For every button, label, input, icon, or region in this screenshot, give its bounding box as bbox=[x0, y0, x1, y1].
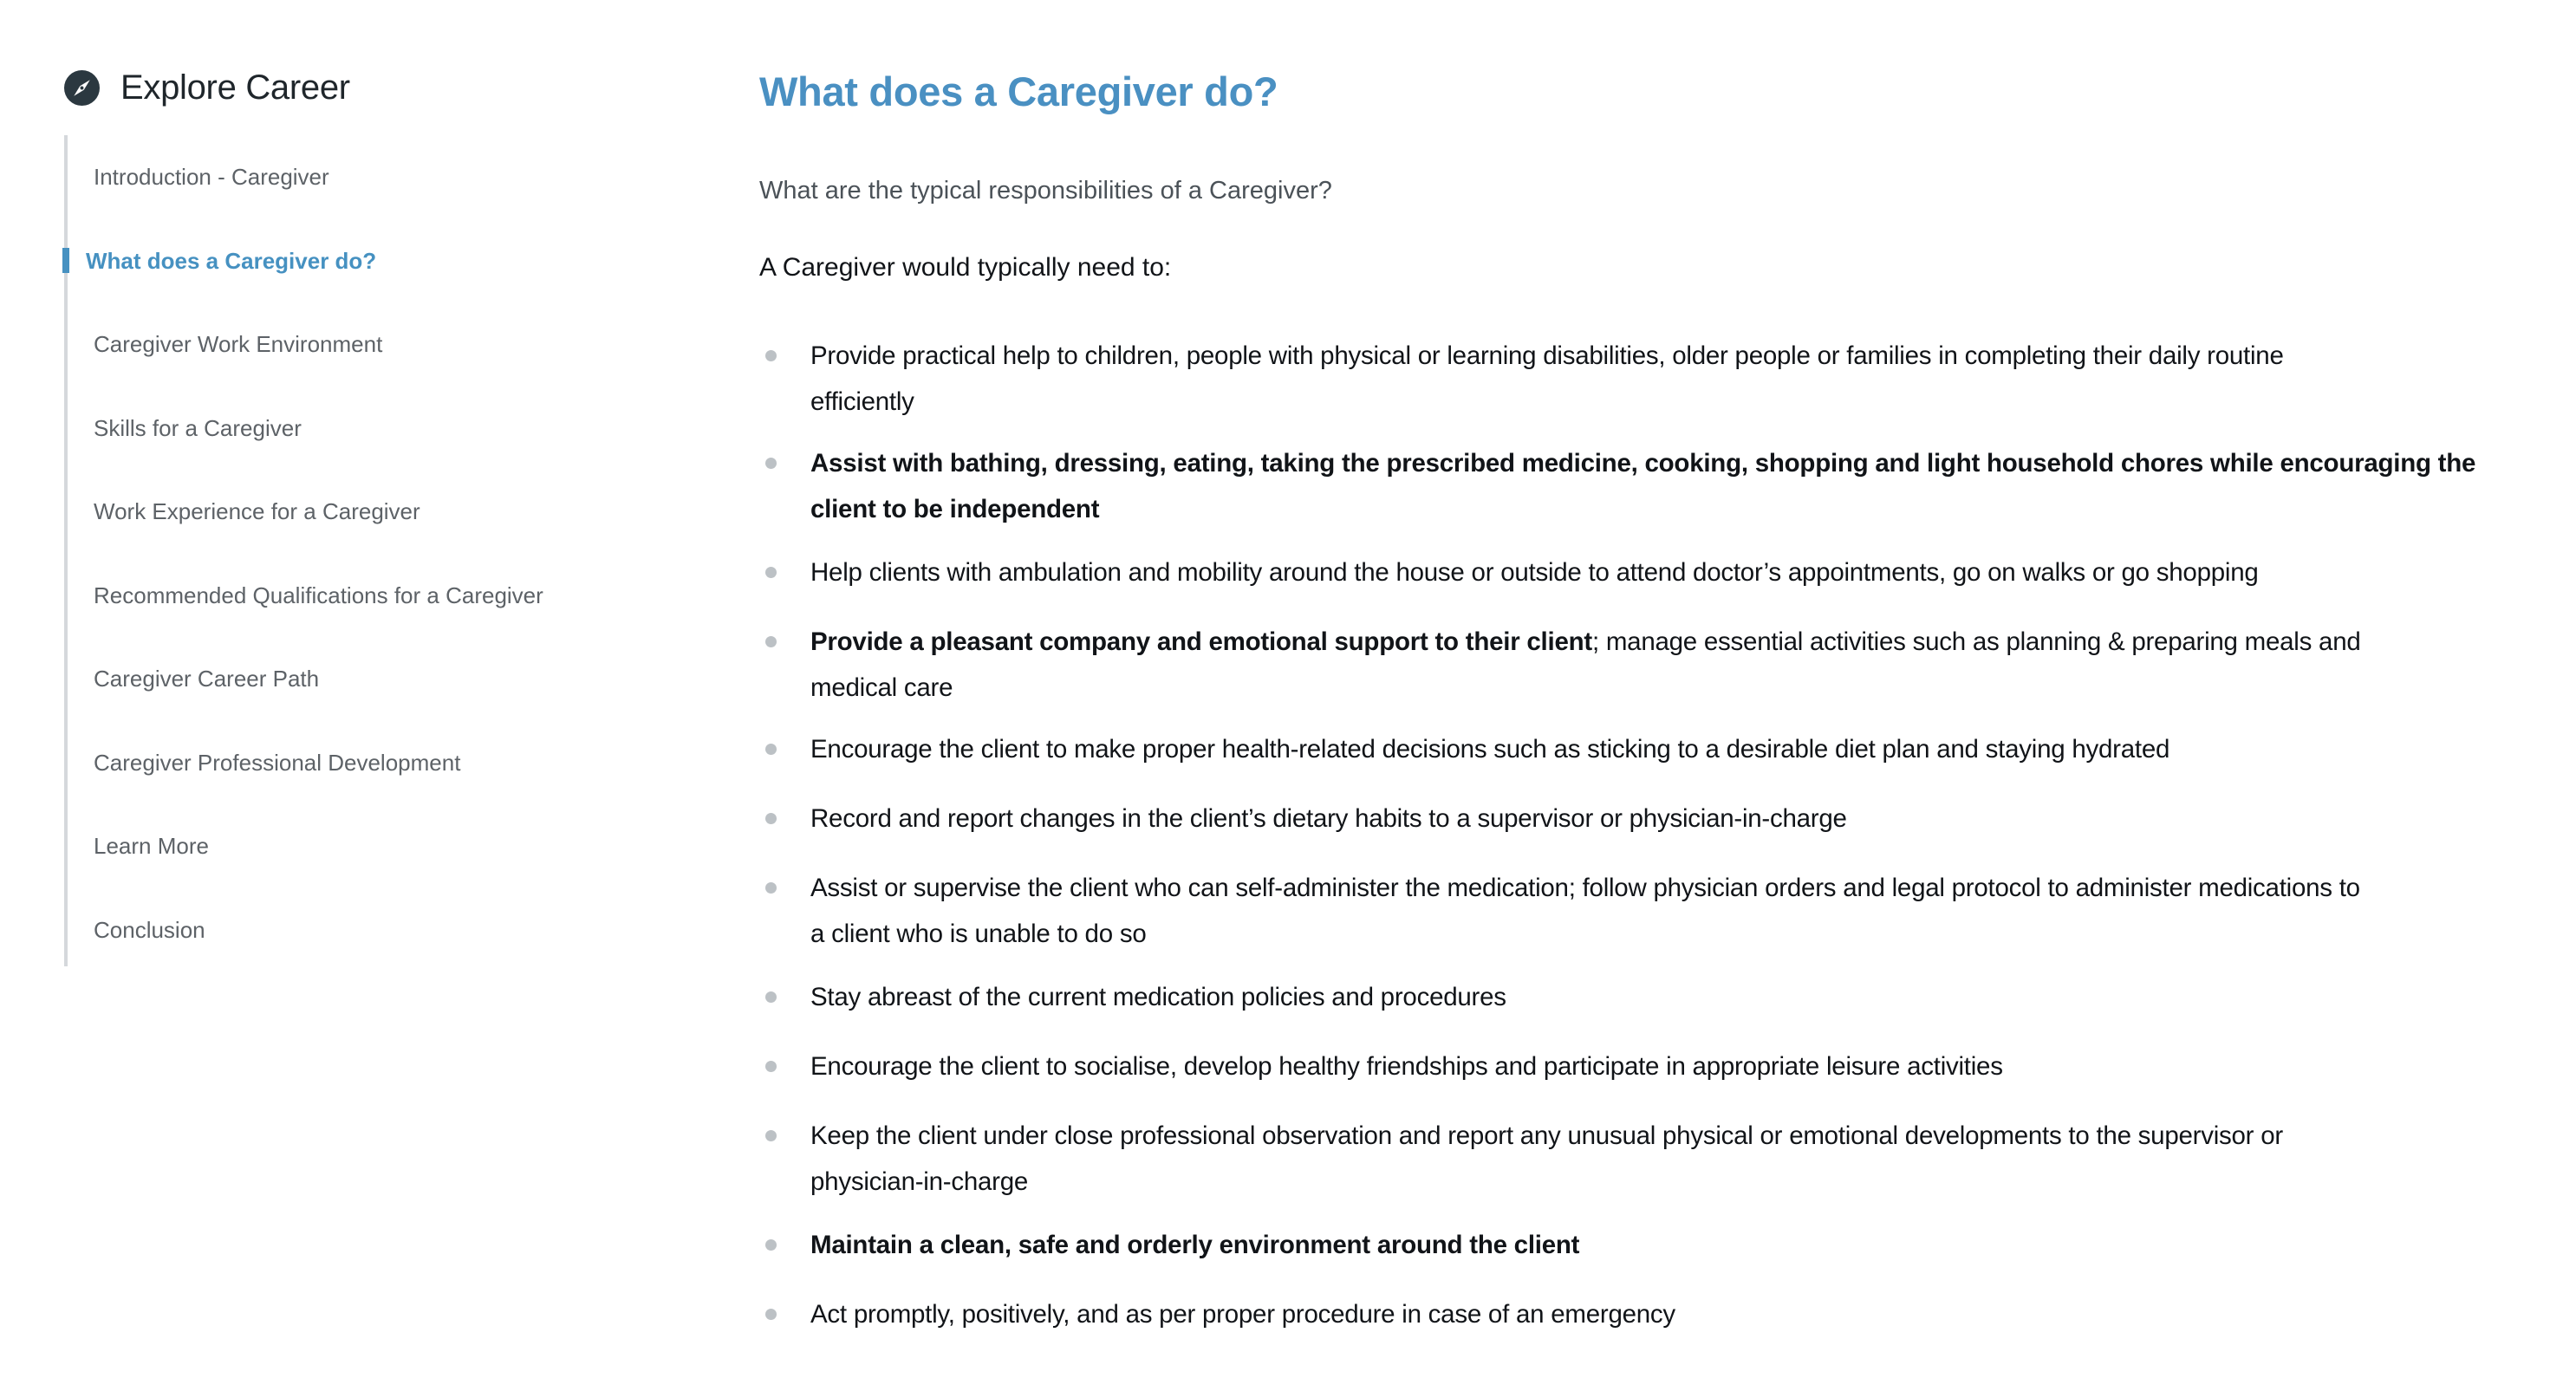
bullet-icon bbox=[765, 882, 777, 894]
text-line: Encourage the client to socialise, develop healthy friendships and participate in appropriate leisure activities bbox=[810, 1052, 2003, 1081]
bullet-icon bbox=[765, 813, 777, 824]
bullet-icon bbox=[765, 1130, 777, 1141]
text-line: Encourage the client to make proper health-related decisions such as sticking to a desirable diet plan and staying hydrated bbox=[810, 735, 2170, 764]
sidebar-item-what-does-a-caregiver-do[interactable]: What does a Caregiver do? bbox=[86, 248, 377, 274]
bullet-icon bbox=[765, 458, 777, 469]
text-line: medical care bbox=[810, 673, 953, 702]
bold-text-line: Maintain a clean, safe and orderly environment around the client bbox=[810, 1231, 1580, 1259]
text-line: a client who is unable to do so bbox=[810, 920, 1147, 948]
list-item-text bbox=[810, 333, 2284, 425]
text-line: Record and report changes in the client’s dietary habits to a supervisor or physician-in-charge bbox=[810, 804, 1847, 833]
text-line: physician-in-charge bbox=[810, 1167, 1029, 1196]
sidebar-title: Explore Career bbox=[120, 68, 350, 107]
sidebar-item-skills[interactable]: Skills for a Caregiver bbox=[94, 415, 302, 441]
bullet-icon bbox=[765, 1061, 777, 1072]
list-item-text bbox=[810, 619, 2361, 711]
sidebar-item-learn-more[interactable]: Learn More bbox=[94, 833, 209, 859]
compass-icon bbox=[64, 70, 100, 106]
sidebar-item-introduction[interactable]: Introduction - Caregiver bbox=[94, 164, 329, 190]
main-content bbox=[759, 0, 2562, 1378]
sidebar-item-work-environment[interactable]: Caregiver Work Environment bbox=[94, 331, 383, 357]
list-item-text bbox=[810, 440, 2475, 532]
list-item-text bbox=[810, 549, 2259, 595]
sidebar-item-recommended-qualifications[interactable]: Recommended Qualifications for a Caregiver bbox=[94, 582, 543, 608]
normal-text: ; manage essential activities such as planning & preparing meals and bbox=[1591, 627, 2361, 656]
text-line: efficiently bbox=[810, 387, 914, 416]
bullet-icon bbox=[765, 1309, 777, 1320]
bullet-icon bbox=[765, 1239, 777, 1251]
list-item-text bbox=[810, 726, 2169, 772]
page-title: What does a Caregiver do? bbox=[759, 68, 1278, 114]
list-item-text bbox=[810, 796, 1847, 842]
section-subheading: What are the typical responsibilities of a Caregiver? bbox=[759, 177, 1332, 205]
text-line: Provide practical help to children, people with physical or learning disabilities, older people or families in completing their daily routine bbox=[810, 341, 2284, 370]
sidebar-item-professional-development[interactable]: Caregiver Professional Development bbox=[94, 750, 461, 776]
sidebar-item-work-experience[interactable]: Work Experience for a Caregiver bbox=[94, 498, 420, 524]
list-item-text bbox=[810, 1291, 1675, 1337]
sidebar-item-career-path[interactable]: Caregiver Career Path bbox=[94, 666, 320, 692]
active-item-indicator bbox=[62, 248, 69, 273]
sidebar-nav bbox=[0, 0, 693, 1378]
text-line bbox=[810, 619, 2361, 665]
list-item-text bbox=[810, 1113, 2283, 1205]
list-item-text bbox=[810, 974, 1506, 1020]
text-line: Keep the client under close professional observation and report any unusual physical or emotional developments to the supervisor or bbox=[810, 1121, 2283, 1150]
bold-text-line: Assist with bathing, dressing, eating, taking the prescribed medicine, cooking, shopping and light household chores while encouraging the bbox=[810, 449, 2476, 478]
text-line: Help clients with ambulation and mobility around the house or outside to attend doctor’s appointments, go on walks or go shopping bbox=[810, 558, 2259, 587]
bullet-icon bbox=[765, 567, 777, 578]
list-item-text bbox=[810, 1222, 1579, 1268]
text-line: Stay abreast of the current medication policies and procedures bbox=[810, 983, 1506, 1011]
list-item-text bbox=[810, 1043, 2003, 1089]
text-line: Act promptly, positively, and as per proper procedure in case of an emergency bbox=[810, 1300, 1675, 1329]
bullet-icon bbox=[765, 991, 777, 1003]
sidebar-item-conclusion[interactable]: Conclusion bbox=[94, 917, 205, 943]
bold-text: Provide a pleasant company and emotional support to their client bbox=[810, 627, 1592, 656]
bullet-icon bbox=[765, 350, 777, 361]
intro-text: A Caregiver would typically need to: bbox=[759, 253, 1172, 282]
bullet-icon bbox=[765, 636, 777, 647]
bold-text-line: client to be independent bbox=[810, 495, 1100, 523]
text-line: Assist or supervise the client who can self-administer the medication; follow physician orders and legal protocol to administer medications to bbox=[810, 874, 2360, 902]
sidebar-header bbox=[64, 68, 350, 107]
list-item-text bbox=[810, 865, 2360, 957]
bullet-icon bbox=[765, 744, 777, 755]
